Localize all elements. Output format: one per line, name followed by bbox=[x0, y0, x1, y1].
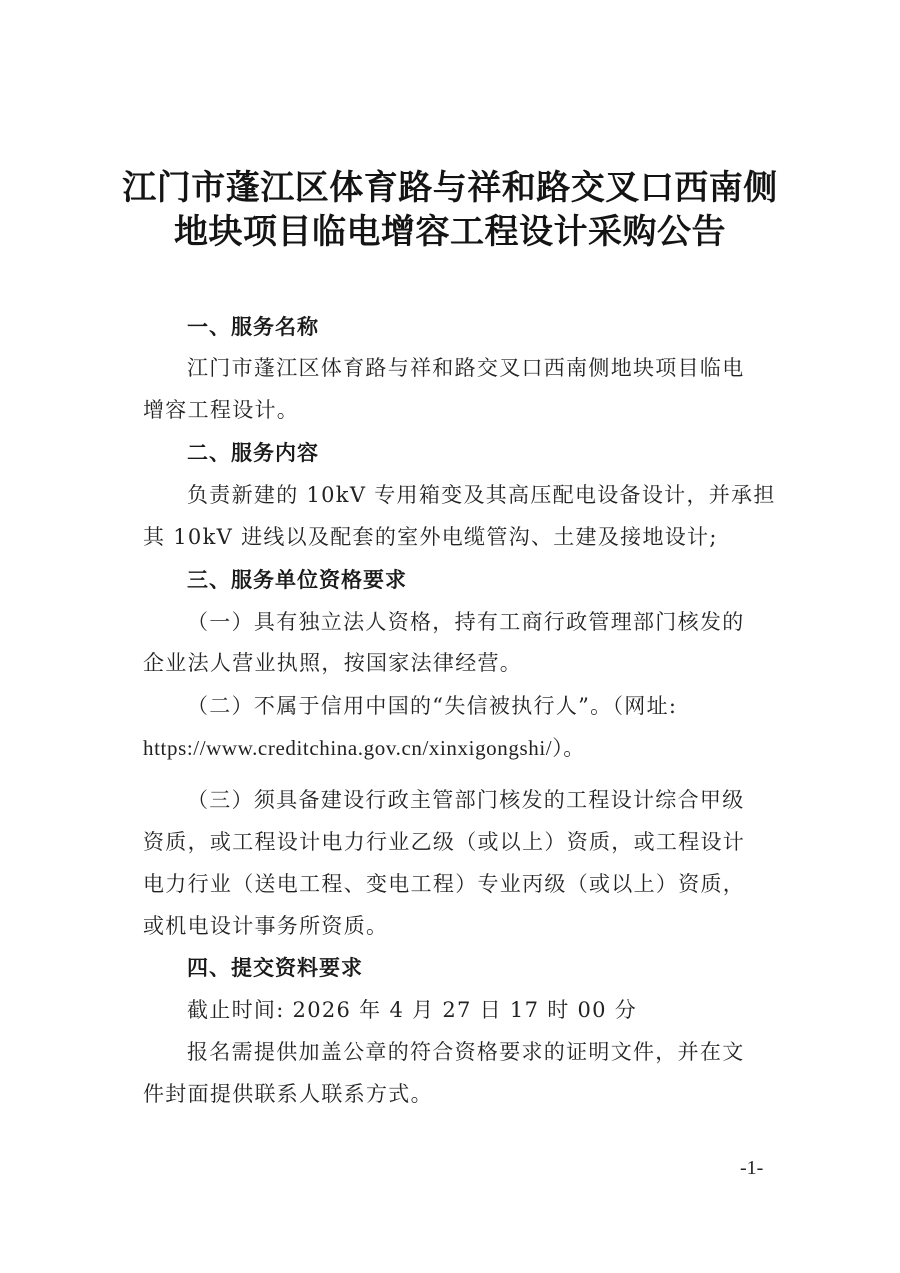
creditchina-url: https://www.creditchina.gov.cn/xinxigongshi/）。 bbox=[143, 736, 585, 760]
paragraph-line: （二）不属于信用中国的“失信被执行人”。（网址: bbox=[187, 694, 678, 718]
paragraph-line: 或机电设计事务所资质。 bbox=[143, 914, 389, 938]
page-number: -1- bbox=[740, 1157, 764, 1179]
section-heading-submission: 四、提交资料要求 bbox=[187, 956, 363, 980]
paragraph-line: 江门市蓬江区体育路与祥和路交叉口西南侧地块项目临电 bbox=[187, 356, 745, 380]
section-heading-qualification: 三、服务单位资格要求 bbox=[187, 568, 407, 592]
paragraph-line: 负责新建的 10kV 专用箱变及其高压配电设备设计，并承担 bbox=[187, 483, 776, 507]
section-heading-service-content: 二、服务内容 bbox=[187, 441, 319, 465]
paragraph-line: 企业法人营业执照，按国家法律经营。 bbox=[143, 651, 523, 675]
paragraph-line: 电力行业（送电工程、变电工程）专业丙级（或以上）资质， bbox=[143, 872, 746, 896]
paragraph-line: 件封面提供联系人联系方式。 bbox=[143, 1082, 433, 1106]
document-title-line-2: 地块项目临电增容工程设计采购公告 bbox=[174, 212, 726, 252]
paragraph-line: 报名需提供加盖公章的符合资格要求的证明文件，并在文 bbox=[187, 1040, 745, 1064]
document-title-line-1: 江门市蓬江区体育路与祥和路交叉口西南侧 bbox=[122, 168, 778, 208]
paragraph-line: （三）须具备建设行政主管部门核发的工程设计综合甲级 bbox=[187, 788, 745, 812]
section-heading-service-name: 一、服务名称 bbox=[187, 315, 319, 339]
deadline-line: 截止时间: 2026 年 4 月 27 日 17 时 00 分 bbox=[187, 998, 638, 1022]
paragraph-line: （一）具有独立法人资格，持有工商行政管理部门核发的 bbox=[187, 610, 745, 634]
paragraph-line: 增容工程设计。 bbox=[143, 398, 300, 422]
paragraph-line: 资质，或工程设计电力行业乙级（或以上）资质，或工程设计 bbox=[143, 830, 746, 854]
paragraph-line: 其 10kV 进线以及配套的室外电缆管沟、土建及接地设计; bbox=[143, 525, 718, 549]
